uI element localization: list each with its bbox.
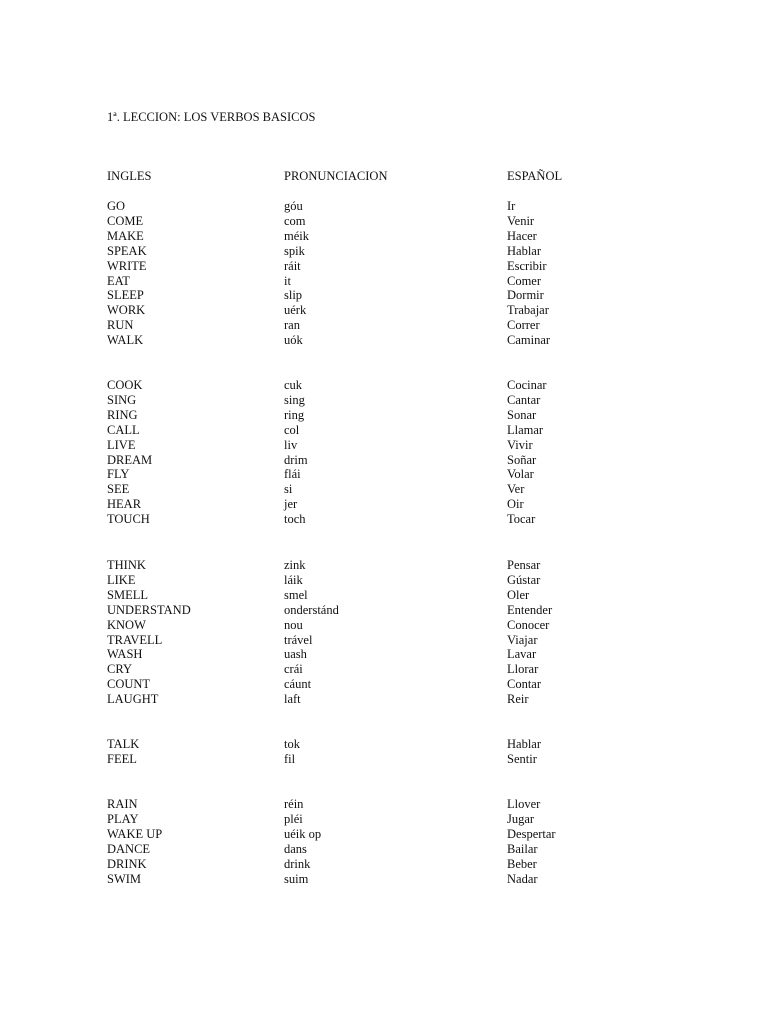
table-row (0, 633, 768, 648)
spanish-word: Bailar (507, 841, 538, 856)
pronunciation: ring (284, 407, 305, 422)
table-row (0, 244, 768, 259)
table-row (0, 497, 768, 512)
spanish-word: Correr (507, 318, 540, 333)
spanish-word: Llorar (507, 662, 539, 677)
english-word: LIKE (107, 572, 136, 587)
header-pronunciation: PRONUNCIACION (284, 169, 388, 183)
pronunciation: spik (284, 243, 305, 258)
spanish-word: Beber (507, 856, 537, 871)
english-word: GO (107, 199, 126, 213)
pronunciation: liv (284, 437, 298, 452)
pronunciation: ran (284, 318, 300, 333)
table-row (0, 588, 768, 603)
table-row (0, 872, 768, 887)
spanish-word: Llamar (507, 422, 544, 437)
english-word: TRAVELL (107, 632, 163, 647)
spanish-word: Reir (507, 692, 529, 707)
english-word: SEE (107, 482, 130, 497)
spanish-word: Caminar (507, 333, 551, 348)
pronunciation: láik (284, 572, 303, 587)
spanish-word: Ir (507, 199, 516, 213)
english-word: LIVE (107, 437, 136, 452)
pronunciation: toch (284, 512, 306, 527)
english-word: DREAM (107, 452, 153, 467)
english-word: SPEAK (107, 243, 147, 258)
english-word: PLAY (107, 811, 139, 826)
table-row (0, 408, 768, 423)
spanish-word: Cocinar (507, 378, 547, 392)
pronunciation: méik (284, 228, 309, 243)
english-word: SWIM (107, 871, 142, 886)
english-word: MAKE (107, 228, 144, 243)
table-row (0, 229, 768, 244)
spanish-word: Nadar (507, 871, 538, 886)
pronunciation: sing (284, 392, 305, 407)
english-word: FEEL (107, 751, 137, 766)
pronunciation: cáunt (284, 677, 312, 692)
table-row (0, 453, 768, 468)
spanish-word: Lavar (507, 647, 537, 662)
english-word: WALK (107, 333, 144, 348)
table-row (0, 857, 768, 872)
spanish-word: Entender (507, 602, 553, 617)
pronunciation: uérk (284, 303, 307, 318)
table-row (0, 647, 768, 662)
english-word: RUN (107, 318, 134, 333)
table-row (0, 333, 768, 348)
pronunciation: nou (284, 617, 303, 632)
spanish-word: Sonar (507, 407, 537, 422)
spanish-word: Despertar (507, 826, 556, 841)
spanish-word: Hacer (507, 228, 537, 243)
pronunciation: smel (284, 587, 308, 602)
table-row (0, 303, 768, 318)
pronunciation: uash (284, 647, 307, 662)
pronunciation: col (284, 422, 300, 437)
pronunciation: réin (284, 797, 304, 811)
spanish-word: Soñar (507, 452, 537, 467)
english-word: EAT (107, 273, 130, 288)
english-word: DRINK (107, 856, 147, 871)
table-row (0, 438, 768, 453)
table-row (0, 603, 768, 618)
pronunciation: trável (284, 632, 313, 647)
spanish-word: Oler (507, 587, 530, 602)
english-word: KNOW (107, 617, 146, 632)
header-spanish: ESPAÑOL (507, 169, 563, 183)
table-row (0, 573, 768, 588)
table-row (0, 214, 768, 229)
pronunciation: crái (284, 662, 303, 677)
english-word: THINK (107, 558, 146, 572)
table-row (0, 558, 768, 573)
pronunciation: flái (284, 467, 301, 482)
spanish-word: Cantar (507, 392, 541, 407)
pronunciation: drim (284, 452, 308, 467)
pronunciation: suim (284, 871, 309, 886)
table-row (0, 618, 768, 633)
english-word: RING (107, 407, 138, 422)
pronunciation: jer (284, 497, 298, 512)
english-word: SING (107, 392, 137, 407)
header-english: INGLES (107, 169, 152, 183)
spanish-word: Conocer (507, 617, 550, 632)
english-word: WRITE (107, 258, 147, 273)
table-row (0, 677, 768, 692)
spanish-word: Contar (507, 677, 542, 692)
english-word: COOK (107, 378, 143, 392)
table-row (0, 393, 768, 408)
table-row (0, 274, 768, 289)
english-word: WASH (107, 647, 143, 662)
english-word: SLEEP (107, 288, 144, 303)
spanish-word: Hablar (507, 243, 542, 258)
table-row (0, 512, 768, 527)
table-row (0, 692, 768, 707)
column-header-row (0, 169, 768, 184)
english-word: RAIN (107, 797, 138, 811)
table-row (0, 752, 768, 767)
table-row (0, 827, 768, 842)
spanish-word: Volar (507, 467, 534, 482)
english-word: COUNT (107, 677, 151, 692)
english-word: WAKE UP (107, 826, 163, 841)
pronunciation: si (284, 482, 293, 497)
pronunciation: tok (284, 737, 300, 751)
english-word: DANCE (107, 841, 151, 856)
spanish-word: Tocar (507, 512, 536, 527)
english-word: LAUGHT (107, 692, 159, 707)
english-word: TOUCH (107, 512, 150, 527)
table-row (0, 797, 768, 812)
pronunciation: onderstánd (284, 602, 339, 617)
spanish-word: Sentir (507, 751, 537, 766)
pronunciation: cuk (284, 378, 303, 392)
spanish-word: Jugar (507, 811, 535, 826)
pronunciation: com (284, 213, 306, 228)
spanish-word: Viajar (507, 632, 538, 647)
pronunciation: dans (284, 841, 307, 856)
spanish-word: Hablar (507, 737, 542, 751)
table-row (0, 288, 768, 303)
spanish-word: Vivir (507, 437, 533, 452)
spanish-word: Dormir (507, 288, 544, 303)
spanish-word: Ver (507, 482, 525, 497)
table-row (0, 737, 768, 752)
spanish-word: Comer (507, 273, 542, 288)
english-word: CRY (107, 662, 133, 677)
english-word: COME (107, 213, 144, 228)
english-word: SMELL (107, 587, 148, 602)
pronunciation: slip (284, 288, 303, 303)
spanish-word: Escribir (507, 258, 547, 273)
english-word: WORK (107, 303, 146, 318)
table-row (0, 259, 768, 274)
lesson-title: 1ª. LECCION: LOS VERBOS BASICOS (107, 110, 316, 124)
pronunciation: laft (284, 692, 301, 707)
pronunciation: pléi (284, 811, 303, 826)
spanish-word: Pensar (507, 558, 541, 572)
spanish-word: Venir (507, 213, 535, 228)
pronunciation: fil (284, 751, 296, 766)
table-row (0, 423, 768, 438)
pronunciation: góu (284, 199, 303, 213)
english-word: UNDERSTAND (107, 602, 191, 617)
english-word: FLY (107, 467, 130, 482)
english-word: CALL (107, 422, 140, 437)
pronunciation: ráit (284, 258, 301, 273)
pronunciation: uéik op (284, 826, 322, 841)
table-row (0, 199, 768, 214)
english-word: TALK (107, 737, 140, 751)
table-row (0, 467, 768, 482)
table-row (0, 378, 768, 393)
table-row (0, 662, 768, 677)
english-word: HEAR (107, 497, 142, 512)
table-row (0, 812, 768, 827)
pronunciation: drink (284, 856, 311, 871)
table-row (0, 318, 768, 333)
spanish-word: Gústar (507, 572, 541, 587)
table-row (0, 842, 768, 857)
table-row (0, 482, 768, 497)
pronunciation: uók (284, 333, 303, 348)
pronunciation: zink (284, 558, 306, 572)
spanish-word: Oir (507, 497, 524, 512)
spanish-word: Trabajar (507, 303, 549, 318)
pronunciation: it (284, 273, 291, 288)
spanish-word: Llover (507, 797, 541, 811)
